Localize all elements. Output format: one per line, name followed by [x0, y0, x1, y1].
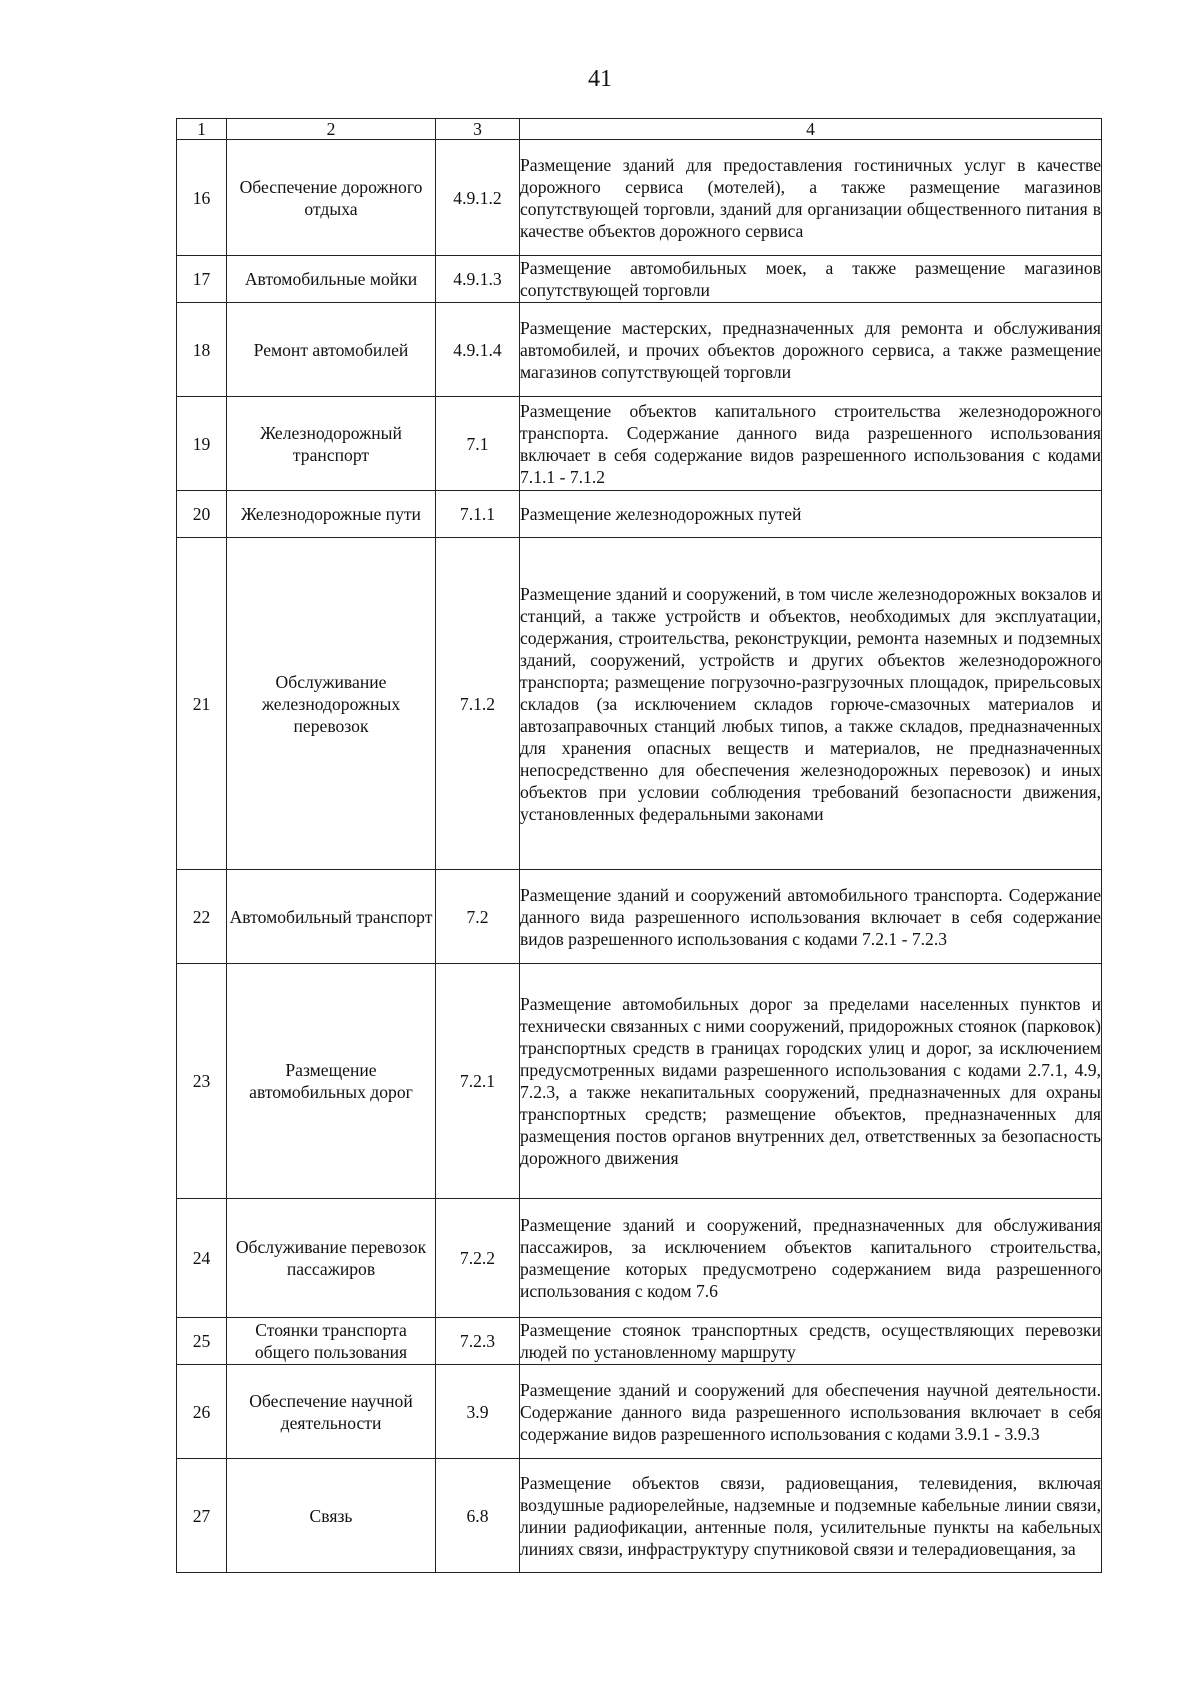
use-type-name: Автомобильные мойки: [227, 256, 436, 303]
use-type-description: Размещение стоянок транспортных средств, осуществляющих перевозки людей по установленному маршруту: [520, 1318, 1102, 1365]
use-type-name: Стоянки транспорта общего пользования: [227, 1318, 436, 1365]
row-number: 24: [177, 1199, 227, 1318]
table-row: [177, 1459, 1102, 1573]
use-type-description: Размещение зданий и сооружений автомобильного транспорта. Содержание данного вида разрешенного использования включает в себя содержание видов разрешенного использования с кодами 7.2.1 - 7.2.3: [520, 870, 1102, 964]
table-row: [177, 1318, 1102, 1365]
use-type-description: Размещение мастерских, предназначенных для ремонта и обслуживания автомобилей, и прочих объектов дорожного сервиса, а также размещение магазинов сопутствующей торговли: [520, 303, 1102, 397]
use-type-code: 7.1: [436, 397, 520, 491]
row-number: 23: [177, 964, 227, 1199]
use-type-description: Размещение зданий и сооружений, предназначенных для обслуживания пассажиров, за исключением объектов капитального строительства, размещение которых предусмотрено содержанием вида разрешенного использования с кодом 7.6: [520, 1199, 1102, 1318]
row-number: 18: [177, 303, 227, 397]
use-type-code: 4.9.1.3: [436, 256, 520, 303]
use-type-code: 7.2.1: [436, 964, 520, 1199]
use-type-name: Обеспечение дорожного отдыха: [227, 140, 436, 256]
table-row: [177, 538, 1102, 870]
row-number: 17: [177, 256, 227, 303]
header-col-1: 1: [177, 119, 227, 140]
land-use-table: [176, 118, 1102, 1573]
use-type-name: Железнодорожные пути: [227, 491, 436, 538]
use-type-description: Размещение зданий и сооружений для обеспечения научной деятельности. Содержание данного вида разрешенного использования включает в себя содержание видов разрешенного использования с кодами 3.9.1 - 3.9.3: [520, 1365, 1102, 1459]
use-type-description: Размещение зданий и сооружений, в том числе железнодорожных вокзалов и станций, а также устройств и объектов, необходимых для эксплуатации, содержания, строительства, реконструкции, ремонта наземных и подземных зданий, сооружений, устройств и других объектов железнодорожного транспорта; размещение погрузочно-разгрузочных площадок, прирельсовых складов (за исключением складов горюче-смазочных материалов и автозаправочных станций любых типов, а также складов, предназначенных для хранения опасных веществ и материалов, не предназначенных непосредственно для обеспечения железнодорожных перевозок) и иных объектов при условии соблюдения требований безопасности движения, установленных федеральными законами: [520, 538, 1102, 870]
table-row: [177, 1199, 1102, 1318]
use-type-code: 7.1.2: [436, 538, 520, 870]
use-type-name: Автомобильный транспорт: [227, 870, 436, 964]
use-type-description: Размещение объектов связи, радиовещания, телевидения, включая воздушные радиорелейные, надземные и подземные кабельные линии связи, линии радиофикации, антенные поля, усилительные пункты на кабельных линиях связи, инфраструктуру спутниковой связи и телерадиовещания, за: [520, 1459, 1102, 1573]
use-type-code: 6.8: [436, 1459, 520, 1573]
row-number: 20: [177, 491, 227, 538]
use-type-description: Размещение объектов капитального строительства железнодорожного транспорта. Содержание данного вида разрешенного использования включает в себя содержание видов разрешенного использования с кодами 7.1.1 - 7.1.2: [520, 397, 1102, 491]
use-type-name: Связь: [227, 1459, 436, 1573]
page-number: 41: [588, 66, 612, 92]
row-number: 26: [177, 1365, 227, 1459]
use-type-name: Ремонт автомобилей: [227, 303, 436, 397]
row-number: 25: [177, 1318, 227, 1365]
use-type-code: 3.9: [436, 1365, 520, 1459]
table-row: [177, 256, 1102, 303]
use-type-name: Размещение автомобильных дорог: [227, 964, 436, 1199]
row-number: 27: [177, 1459, 227, 1573]
use-type-code: 7.1.1: [436, 491, 520, 538]
use-type-name: Обслуживание железнодорожных перевозок: [227, 538, 436, 870]
row-number: 19: [177, 397, 227, 491]
header-col-4: 4: [520, 119, 1102, 140]
use-type-code: 7.2.2: [436, 1199, 520, 1318]
use-type-code: 7.2.3: [436, 1318, 520, 1365]
header-col-3: 3: [436, 119, 520, 140]
table-row: [177, 964, 1102, 1199]
row-number: 16: [177, 140, 227, 256]
use-type-code: 7.2: [436, 870, 520, 964]
row-number: 22: [177, 870, 227, 964]
use-type-code: 4.9.1.4: [436, 303, 520, 397]
use-type-name: Железнодорожный транспорт: [227, 397, 436, 491]
table-row: [177, 491, 1102, 538]
use-type-description: Размещение железнодорожных путей: [520, 491, 1102, 538]
use-type-description: Размещение автомобильных дорог за пределами населенных пунктов и технически связанных с ними сооружений, придорожных стоянок (парковок) транспортных средств в границах городских улиц и дорог, за исключением предусмотренных видами разрешенного использования с кодами 2.7.1, 4.9, 7.2.3, а также некапитальных сооружений, предназначенных для охраны транспортных средств; размещение объектов, предназначенных для размещения постов органов внутренних дел, ответственных за безопасность дорожного движения: [520, 964, 1102, 1199]
header-row: [177, 119, 1102, 140]
use-type-code: 4.9.1.2: [436, 140, 520, 256]
table-row: [177, 140, 1102, 256]
table-row: [177, 1365, 1102, 1459]
use-type-description: Размещение автомобильных моек, а также размещение магазинов сопутствующей торговли: [520, 256, 1102, 303]
use-type-description: Размещение зданий для предоставления гостиничных услуг в качестве дорожного сервиса (мотелей), а также размещение магазинов сопутствующей торговли, зданий для организации общественного питания в качестве объектов дорожного сервиса: [520, 140, 1102, 256]
table-row: [177, 870, 1102, 964]
use-type-name: Обеспечение научной деятельности: [227, 1365, 436, 1459]
table-row: [177, 303, 1102, 397]
table-row: [177, 397, 1102, 491]
header-col-2: 2: [227, 119, 436, 140]
row-number: 21: [177, 538, 227, 870]
use-type-name: Обслуживание перевозок пассажиров: [227, 1199, 436, 1318]
